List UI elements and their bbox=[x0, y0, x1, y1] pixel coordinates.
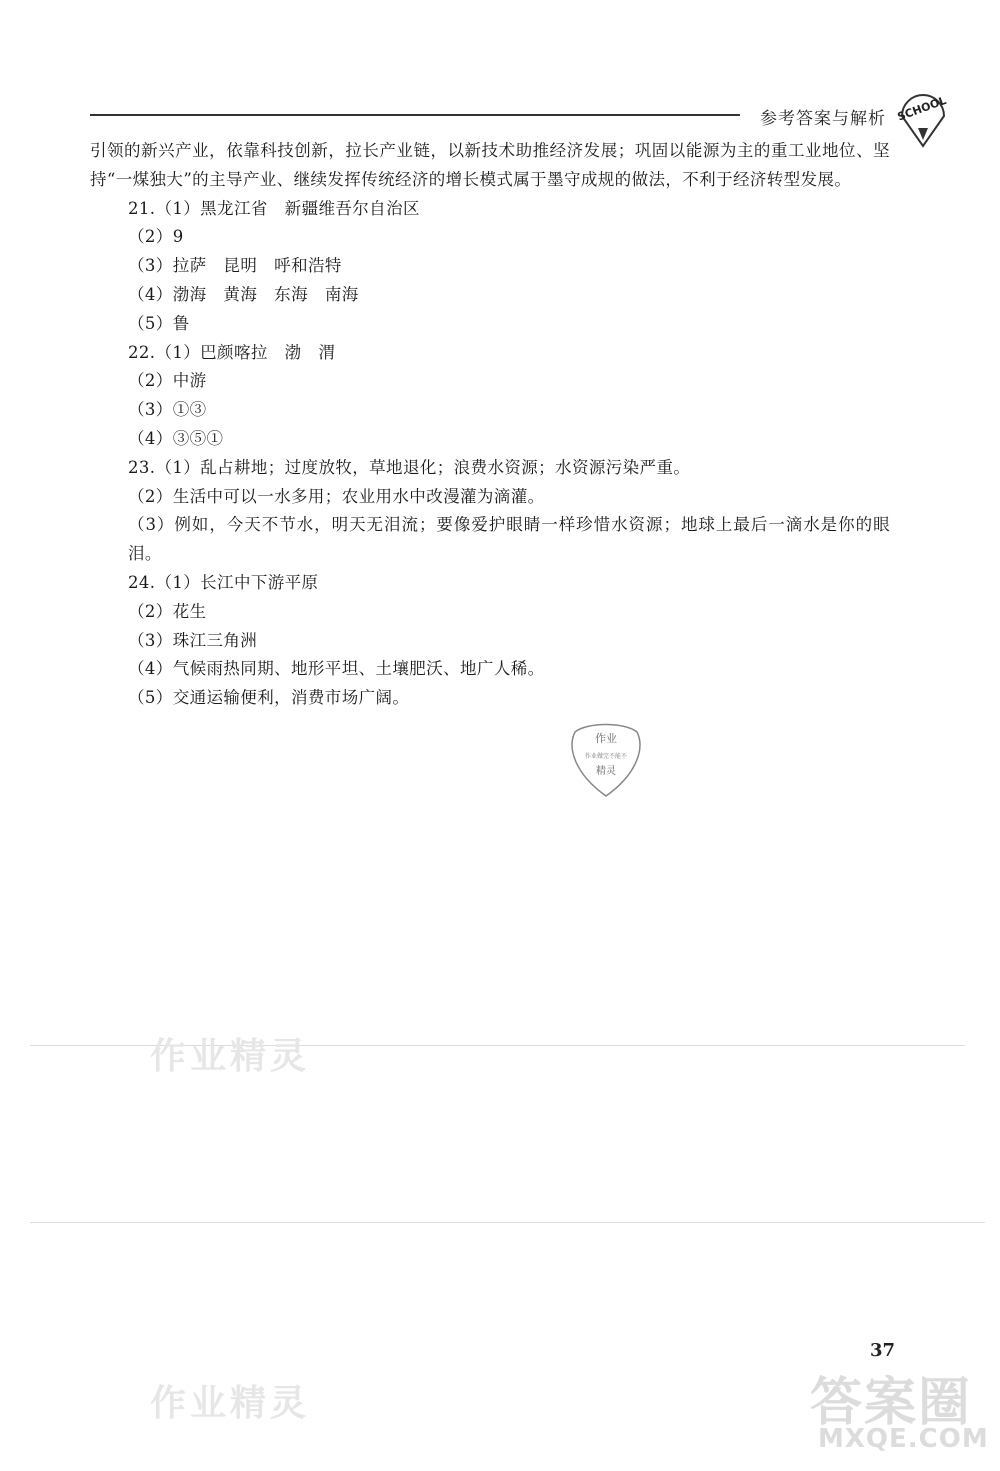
corner-watermark bbox=[790, 1360, 1000, 1471]
q21-line-5: （5）鲁 bbox=[128, 313, 190, 333]
intro-paragraph: 引领的新兴产业，依靠科技创新，拉长产业链，以新技术助推经济发展；巩固以能源为主的重工业地位、坚持“一煤独大”的主导产业、继续发挥传统经济的增长模式属于墨守成规的做法，不利于经济转型发展。 bbox=[90, 141, 890, 189]
q24-line-3: （3）珠江三角洲 bbox=[128, 630, 258, 650]
page-number: 37 bbox=[870, 1340, 896, 1361]
stamp-top-text: 作业 bbox=[595, 732, 617, 745]
q24-line-1: 24.（1）长江中下游平原 bbox=[128, 572, 319, 592]
answer-content bbox=[90, 137, 890, 713]
q24-line-4: （4）气候雨热同期、地形平坦、土壤肥沃、地广人稀。 bbox=[128, 659, 545, 679]
q21-line-3: （3）拉萨 昆明 呼和浩特 bbox=[128, 256, 342, 276]
stamp-bottom-text: 精灵 bbox=[596, 766, 616, 777]
q22-line-4: （4）③⑤① bbox=[128, 428, 224, 448]
q21-line-1: 21.（1）黑龙江省 新疆维吾尔自治区 bbox=[128, 198, 420, 218]
watermark-bottom: 作业精灵 bbox=[150, 1383, 311, 1424]
q21-line-2: （2）9 bbox=[128, 227, 184, 247]
q21-line-4: （4）渤海 黄海 东海 南海 bbox=[128, 284, 359, 304]
corner-watermark-logo: 答案圈 bbox=[810, 1373, 973, 1433]
q23-line-3: （3）例如，今天不节水，明天无泪流；要像爱护眼睛一样珍惜水资源；地球上最后一滴水是你的眼泪。 bbox=[128, 515, 890, 564]
school-logo-icon bbox=[892, 88, 954, 150]
corner-watermark-url: MXQE.COM bbox=[818, 1424, 989, 1454]
q22-line-2: （2）中游 bbox=[128, 371, 207, 391]
homework-stamp-icon bbox=[565, 718, 647, 800]
q22-line-3: （3）①③ bbox=[128, 400, 207, 420]
q24-line-5: （5）交通运输便利，消费市场广阔。 bbox=[128, 688, 410, 708]
faint-divider-lower bbox=[30, 1222, 985, 1223]
header-rule bbox=[90, 114, 740, 116]
watermark-mid: 作业精灵 bbox=[150, 1036, 311, 1077]
header-title: 参考答案与解析 bbox=[760, 109, 886, 129]
logo-text: SCHOOL bbox=[895, 93, 948, 124]
stamp-middle-text: 作业做完不能不 bbox=[584, 753, 628, 760]
q23-line-2: （2）生活中可以一水多用；农业用水中改漫灌为滴灌。 bbox=[128, 486, 545, 506]
q24-line-2: （2）花生 bbox=[128, 601, 207, 621]
q23-line-1: 23.（1）乱占耕地；过度放牧，草地退化；浪费水资源；水资源污染严重。 bbox=[128, 457, 691, 477]
q22-line-1: 22.（1）巴颜喀拉 渤 渭 bbox=[128, 342, 336, 362]
